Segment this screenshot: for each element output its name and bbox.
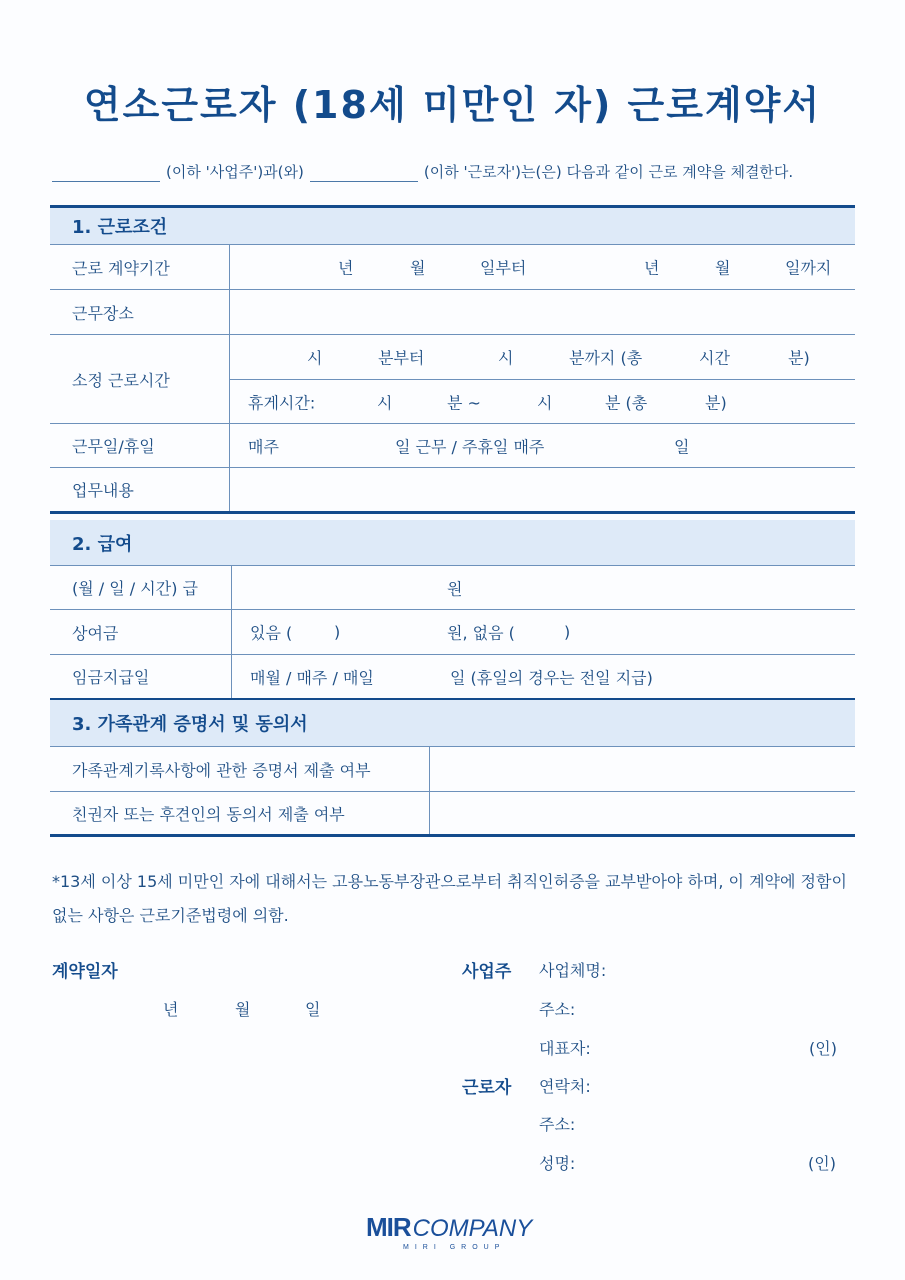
pay-cycle-options: 매월 / 매주 / 매일 — [250, 668, 374, 687]
date-day-label: 일 — [305, 1000, 321, 1019]
total-minutes-label: 분) — [705, 393, 727, 412]
workdays-mid-label: 일 근무 / 주휴일 매주 — [395, 437, 545, 456]
row-bonus — [50, 610, 855, 655]
section-heading: 3. 가족관계 증명서 및 동의서 — [50, 700, 855, 747]
bonus-no-label: 원, 없음 ( — [447, 623, 515, 643]
legal-note: *13세 이상 15세 미만인 자에 대해서는 고용노동부장관으로부터 취직인허증을 교부받아야 하며, 이 계약에 정함이 없는 사항은 근로기준법령에 의함. — [52, 872, 847, 925]
family-certificate-field[interactable] — [430, 747, 855, 791]
hour-label: 시 — [377, 393, 393, 412]
payday-field[interactable] — [232, 655, 855, 698]
row-label: 근무장소 — [50, 290, 230, 334]
worker-address-field[interactable]: 주소: — [539, 1115, 576, 1134]
row-label: 임금지급일 — [50, 655, 232, 698]
row-label: 친권자 또는 후견인의 동의서 제출 여부 — [50, 792, 430, 834]
row-label: 업무내용 — [50, 468, 230, 511]
row-label: 소정 근로시간 — [50, 335, 230, 423]
worker-contact-field[interactable]: 연락처: — [539, 1077, 591, 1096]
wage-amount-field[interactable] — [232, 566, 855, 609]
row-label: 가족관계기록사항에 관한 증명서 제출 여부 — [50, 747, 430, 791]
row-workdays — [50, 424, 855, 468]
minute-label: 분 ~ — [447, 393, 481, 412]
contract-date-label: 계약일자 — [52, 962, 118, 982]
logo-name: COMPANY — [412, 1215, 533, 1242]
intro-sentence — [52, 161, 852, 182]
row-duties — [50, 468, 855, 514]
minute-label: 분부터 — [378, 348, 425, 368]
duties-field[interactable] — [230, 468, 855, 511]
minute-label: 분까지 (총 — [569, 348, 643, 368]
paren-close: ) — [334, 622, 341, 642]
employer-company-field[interactable]: 사업체명: — [539, 961, 607, 980]
paren-close: ) — [564, 622, 571, 642]
worker-seal: (인) — [808, 1154, 836, 1173]
page-title: 연소근로자 (18세 미만인 자) 근로계약서 — [83, 83, 822, 127]
employer-seal: (인) — [809, 1039, 837, 1058]
row-family-certificate — [50, 747, 855, 792]
row-payday — [50, 655, 855, 701]
won-label: 원 — [447, 579, 463, 598]
row-label: 상여금 — [50, 610, 232, 654]
row-label: 근무일/휴일 — [50, 424, 230, 467]
row-label: 근로 계약기간 — [50, 245, 230, 289]
month-label: 월 — [715, 258, 731, 278]
total-minutes-label: 분) — [788, 348, 810, 368]
contract-period-field[interactable] — [230, 245, 855, 289]
section-heading: 1. 근로조건 — [50, 205, 855, 245]
intro-worker-text: (이하 '근로자')는(은) 다음과 같이 근로 계약을 체결한다. — [423, 163, 794, 181]
bonus-field[interactable] — [232, 610, 855, 654]
day-from-label: 일부터 — [480, 258, 527, 278]
employer-address-field[interactable]: 주소: — [539, 1000, 576, 1019]
total-hours-label: 시간 — [699, 348, 730, 368]
hour-label: 시 — [537, 393, 553, 412]
workdays-field[interactable] — [230, 424, 855, 467]
section-family-docs — [50, 700, 855, 837]
worker-name-blank[interactable] — [310, 165, 418, 182]
year-label: 년 — [338, 258, 354, 278]
logo-subtitle: MIRI GROUP — [403, 1244, 506, 1251]
date-month-label: 월 — [235, 1000, 251, 1019]
company-logo — [366, 1212, 546, 1251]
month-label: 월 — [410, 258, 426, 278]
logo-mark: MIR — [366, 1212, 411, 1242]
weekly-label: 매주 — [248, 437, 279, 456]
row-contract-period — [50, 245, 855, 290]
row-workplace — [50, 290, 855, 335]
intro-employer-text: (이하 '사업주')과(와) — [166, 163, 304, 181]
minute-label: 분 (총 — [605, 393, 648, 412]
guardian-consent-field[interactable] — [430, 792, 855, 834]
section-wages — [50, 520, 855, 701]
break-time-field[interactable] — [230, 380, 855, 423]
day-until-label: 일까지 — [785, 258, 832, 278]
workplace-field[interactable] — [230, 290, 855, 334]
employer-name-blank[interactable] — [52, 165, 160, 182]
date-year-label: 년 — [163, 1000, 179, 1019]
row-guardian-consent — [50, 792, 855, 837]
payday-note: 일 (휴일의 경우는 전일 지급) — [450, 668, 653, 687]
section-heading: 2. 급여 — [50, 520, 855, 566]
row-wage — [50, 566, 855, 610]
bonus-yes-label: 있음 ( — [250, 623, 293, 643]
year-label: 년 — [644, 258, 660, 278]
worker-label: 근로자 — [462, 1078, 512, 1098]
employer-rep-field[interactable]: 대표자: — [539, 1039, 591, 1058]
employer-label: 사업주 — [462, 962, 512, 982]
section-work-conditions — [50, 205, 855, 514]
row-working-hours — [50, 335, 855, 424]
working-hours-field[interactable] — [230, 335, 855, 380]
hour-label: 시 — [307, 348, 323, 368]
row-label: (월 / 일 / 시간) 급 — [50, 566, 232, 609]
worker-name-field[interactable]: 성명: — [539, 1154, 576, 1173]
hour-label: 시 — [498, 348, 514, 368]
break-time-label: 휴게시간: — [248, 393, 316, 412]
day-label: 일 — [674, 437, 690, 456]
